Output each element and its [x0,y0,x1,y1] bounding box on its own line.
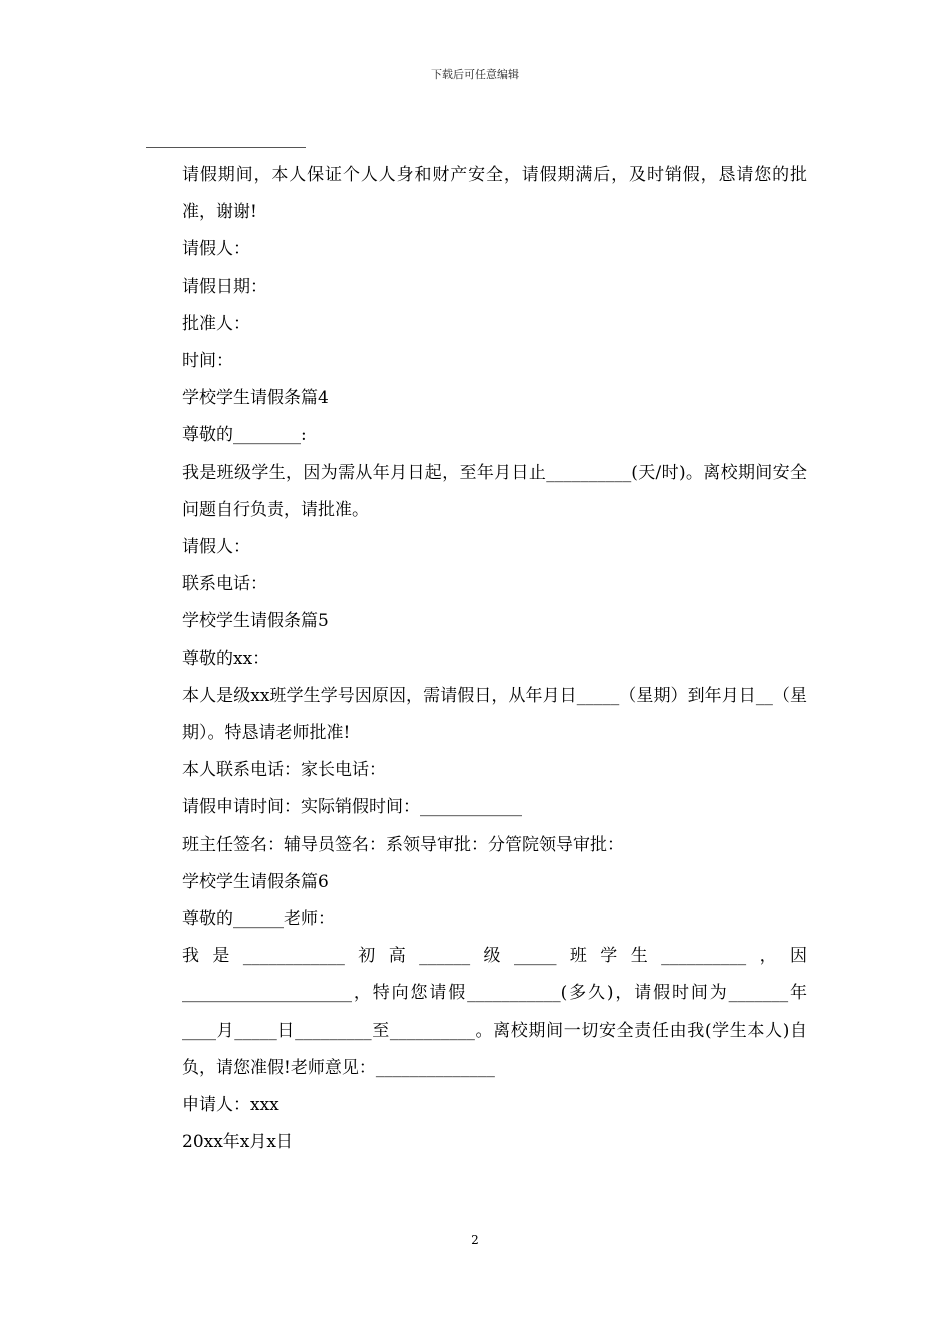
field-phone-4: 联系电话： [182,574,267,595]
header-note: 下载后可任意编辑 [431,68,519,81]
field-applicant-6: 申请人：xxx [182,1095,279,1116]
paragraph-leave-assurance: 请假期间，本人保证个人人身和财产安全，请假期满后，及时销假，恳请您的批准，谢谢! [182,165,807,223]
document-body [145,157,807,1161]
field-application-time-5: 请假申请时间：实际销假时间：____________ [182,797,522,818]
field-applicant-4: 请假人： [182,537,250,558]
paragraph-request-4: 我是班级学生，因为需从年月日起，至年月日止__________(天/时)。离校期间安全问题自行负责，请批准。 [182,462,807,520]
salutation-6: 尊敬的______老师： [182,909,335,930]
field-time: 时间： [182,351,233,372]
salutation-4: 尊敬的________: [182,425,307,446]
page-number: 2 [471,1233,479,1247]
field-phones-5: 本人联系电话：家长电话： [182,760,386,781]
field-leave-date: 请假日期： [182,276,267,297]
field-approver: 批准人： [182,313,250,334]
section-heading-5: 学校学生请假条篇5 [182,611,329,632]
paragraph-request-6: 我是____________初高______级_____班学生__________，因____________________，特向您请假___________(多久)，请假时间为_______年____月_____日_________至__________。离校期间一切安全责任由我(学生本人)自负，请您准假!老师意见：______________ [182,946,807,1078]
field-applicant: 请假人： [182,239,250,260]
field-date-6: 20xx年x月x日 [182,1132,293,1153]
field-signatures-5: 班主任签名：辅导员签名：系领导审批：分管院领导审批： [182,834,624,855]
salutation-5: 尊敬的xx： [182,648,270,669]
paragraph-request-5: 本人是级xx班学生学号因原因，需请假日，从年月日_____（星期）到年月日__（星期）。特恳请老师批准! [182,685,807,744]
top-divider-line [146,147,306,148]
section-heading-4: 学校学生请假条篇4 [182,388,329,409]
section-heading-6: 学校学生请假条篇6 [182,871,329,892]
